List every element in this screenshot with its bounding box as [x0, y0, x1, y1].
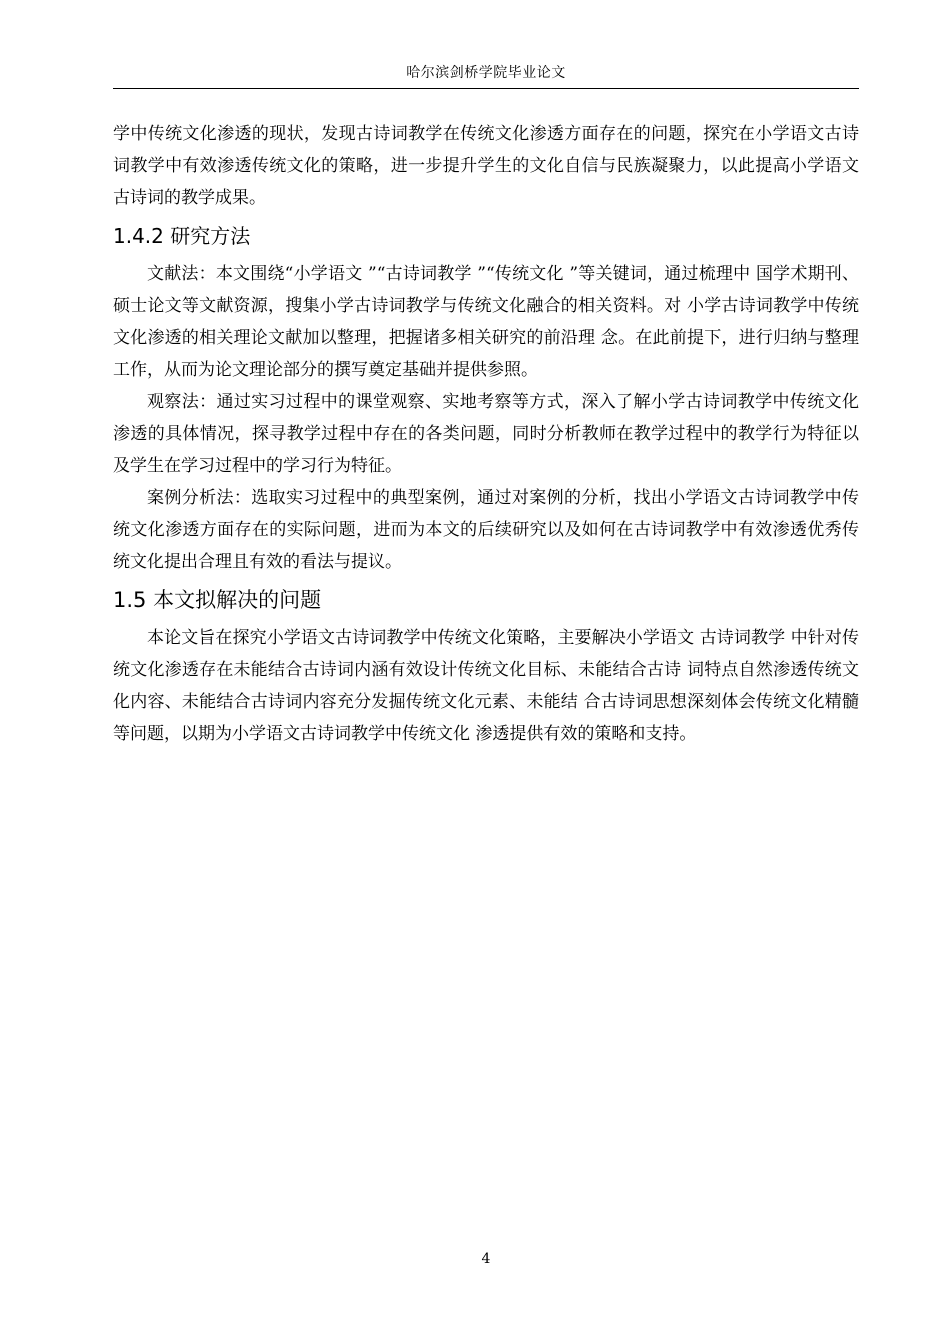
paragraph-literature-method: 文献法：本文围绕“小学语文 ”“古诗词教学 ”“传统文化 ”等关键词，通过梳理中 国学术期刊、硕士论文等文献资源，搜集小学古诗词教学与传统文化融合的相关资料。对 小学古诗词教学中传统文化渗透的相关理论文献加以整理，把握诸多相关研究的前沿理 念。在此前提下，进行归纳与整理工作，从而为论文理论部分的撰写奠定基础并提供参照。	[113, 264, 859, 380]
section-heading-problems-to-solve: 1.5 本文拟解决的问题	[113, 588, 322, 612]
paragraph-problems-to-solve: 本论文旨在探究小学语文古诗词教学中传统文化策略，主要解决小学语文 古诗词教学 中针对传统文化渗透存在未能结合古诗词内涵有效设计传统文化目标、未能结合古诗 词特点自然渗透传统文化内容、未能结合古诗词内容充分发掘传统文化元素、未能结 合古诗词思想深刻体会传统文化精髓等问题，以期为小学语文古诗词教学中传统文化 渗透提供有效的策略和支持。	[113, 628, 859, 744]
page-number: 4	[481, 1251, 491, 1267]
paragraph-observation-method: 观察法：通过实习过程中的课堂观察、实地考察等方式，深入了解小学古诗词教学中传统文化渗透的具体情况，探寻教学过程中存在的各类问题，同时分析教师在教学过程中的教学行为特征以及学生在学习过程中的学习行为特征。	[113, 392, 859, 476]
page-header: 哈尔滨剑桥学院毕业论文	[406, 65, 566, 81]
intro-paragraph: 学中传统文化渗透的现状，发现古诗词教学在传统文化渗透方面存在的问题，探究在小学语文古诗词教学中有效渗透传统文化的策略，进一步提升学生的文化自信与民族凝聚力，以此提高小学语文古诗词的教学成果。	[113, 124, 859, 208]
section-heading-research-methods: 1.4.2 研究方法	[113, 224, 251, 248]
paragraph-case-analysis-method: 案例分析法：选取实习过程中的典型案例，通过对案例的分析，找出小学语文古诗词教学中传统文化渗透方面存在的实际问题，进而为本文的后续研究以及如何在古诗词教学中有效渗透优秀传统文化提出合理且有效的看法与提议。	[113, 488, 859, 572]
header-divider	[113, 88, 859, 89]
page-body	[113, 118, 859, 750]
